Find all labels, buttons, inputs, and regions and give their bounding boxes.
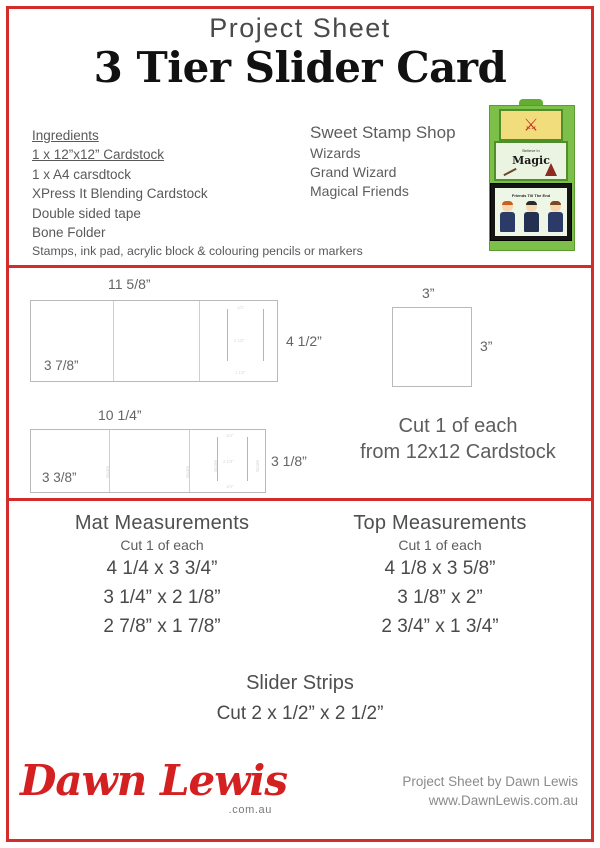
base-score-line: [113, 301, 114, 381]
hair: [550, 201, 561, 205]
base-height-label: 4 1/2”: [286, 333, 322, 349]
footer-credit-text: Project Sheet by Dawn Lewis: [402, 774, 578, 789]
brand-name: Dawn Lewis: [20, 756, 287, 805]
slider-strips: [0, 672, 600, 725]
base-micro-mid: 2 1/2”: [234, 338, 245, 343]
cut-instruction-line2: from 12x12 Cardstock: [360, 441, 556, 463]
inner-micro-top: 1/4”: [226, 433, 234, 438]
stamp-product: Grand Wizard: [310, 164, 397, 180]
base-width-label: 11 5/8”: [108, 276, 151, 292]
inner-micro-bottom: 1/4”: [226, 484, 234, 489]
top-measurements: [300, 512, 580, 640]
top-measurements-title: Top Measurements: [353, 512, 527, 534]
base-micro-top: 1/2”: [237, 305, 245, 310]
section-divider-top: [6, 265, 594, 268]
cut-instruction-line1: Cut 1 of each: [398, 415, 518, 437]
inner-score-line: [109, 430, 110, 492]
square-height-label: 3”: [480, 338, 493, 354]
ingredient-item: 1 x A4 carsdtock: [32, 166, 132, 182]
footer-url: www.DawnLewis.com.au: [428, 793, 578, 808]
robe: [548, 212, 563, 232]
cut-instruction: [330, 413, 586, 465]
page-supertitle: Project Sheet: [209, 13, 391, 43]
ingredient-item: 1 x 12”x12” Cardstock: [32, 147, 165, 163]
card-tier-middle-line1: Believe in: [522, 148, 540, 153]
wizard-hat-icon: [545, 163, 557, 176]
mat-measurements-title: Mat Measurements: [74, 512, 250, 534]
wizard-figures: [495, 201, 567, 232]
ingredient-item: Bone Folder: [32, 225, 106, 241]
brand-logo: [20, 756, 320, 816]
section-divider-bottom: [6, 498, 594, 501]
mat-measurements: [22, 512, 302, 640]
card-tier-middle-line2: Magic: [512, 154, 550, 167]
square-width-label: 3”: [422, 285, 435, 301]
dragon-crest-icon: ⚔: [523, 115, 539, 135]
card-tier-bottom-title: Friends Till The End: [511, 193, 551, 198]
inner-width-label: 10 1/4”: [98, 407, 142, 423]
stamp-shop-name: Sweet Stamp Shop: [310, 123, 456, 142]
diagram-card-inner: [30, 407, 307, 498]
finished-card-photo: [485, 97, 577, 249]
hair: [526, 201, 537, 205]
square-outline: [392, 307, 472, 387]
card-tier-bottom-panel: [495, 188, 567, 236]
mat-measurement-row: 3 1/4” x 2 1/8”: [103, 587, 221, 608]
wizard-figure-icon: [523, 201, 539, 232]
base-slit: [263, 309, 264, 361]
footer-credit: [402, 772, 578, 810]
inner-score-text: Score: [185, 465, 190, 478]
slider-strips-title: Slider Strips: [246, 672, 354, 694]
top-measurements-subtitle: Cut 1 of each: [398, 537, 482, 553]
page-header: [0, 14, 600, 91]
base-slit: [227, 309, 228, 361]
inner-score-text: Score: [105, 465, 110, 478]
card-tier-top: [499, 109, 563, 141]
stamp-credits: [310, 122, 500, 201]
card-tier-bottom: [490, 183, 572, 241]
mat-measurement-row: 4 1/4 x 3 3/4”: [106, 558, 218, 579]
base-micro-bottom: 1 1/2”: [235, 370, 246, 375]
slider-strips-row: Cut 2 x 1/2” x 2 1/2”: [216, 703, 384, 724]
top-measurement-row: 4 1/8 x 3 5/8”: [384, 558, 496, 579]
brand-domain: .com.au: [228, 804, 272, 816]
inner-micro-mid: 2 1/4”: [223, 459, 234, 464]
stamp-product: Wizards: [310, 145, 361, 161]
wizard-figure-icon: [499, 201, 515, 232]
top-measurement-row: 2 3/4” x 1 3/4”: [381, 616, 499, 637]
robe: [500, 212, 515, 232]
inner-height-label: 3 1/8”: [271, 453, 307, 469]
top-measurement-row: 3 1/8” x 2”: [397, 587, 483, 608]
ingredient-item: Stamps, ink pad, acrylic block & colouring pencils or markers: [32, 244, 363, 259]
hair: [502, 201, 513, 205]
mat-measurement-row: 2 7/8” x 1 7/8”: [103, 616, 221, 637]
ingredient-item: Double sided tape: [32, 205, 141, 221]
base-panel-label: 3 7/8”: [44, 358, 79, 373]
diagram-card-base: [30, 276, 322, 388]
robe: [524, 212, 539, 232]
base-score-line: [199, 301, 200, 381]
inner-panel-label: 3 3/8”: [42, 470, 77, 485]
stamp-product: Magical Friends: [310, 183, 409, 199]
card-tier-middle: [494, 141, 568, 181]
ingredient-item: XPress It Blending Cardstock: [32, 186, 208, 202]
page-title: 3 Tier Slider Card: [93, 43, 507, 93]
inner-slit-text: Score: [213, 459, 218, 472]
diagram-square: [392, 285, 522, 388]
inner-slit: [247, 437, 248, 481]
mat-measurements-subtitle: Cut 1 of each: [120, 537, 204, 553]
inner-slit-text: Score: [255, 459, 260, 472]
ingredients-heading: Ingredients: [32, 128, 99, 143]
wizard-figure-icon: [547, 201, 563, 232]
inner-score-line: [189, 430, 190, 492]
wand-icon: [503, 168, 516, 176]
